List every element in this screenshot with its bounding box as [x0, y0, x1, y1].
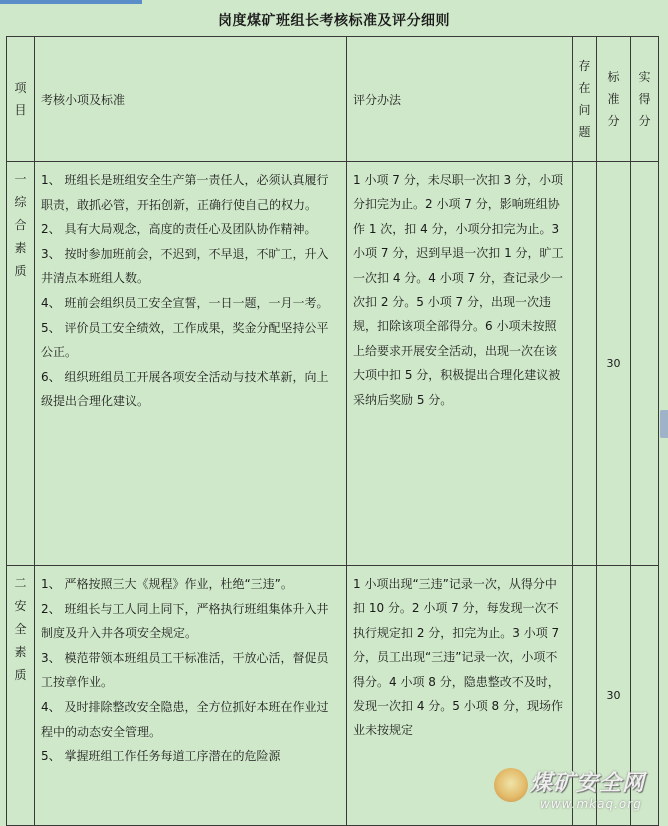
- row-issues-cell[interactable]: [573, 162, 597, 566]
- site-watermark: [494, 760, 668, 818]
- watermark-url: www.mkaq.org: [540, 797, 642, 811]
- row-actual-score-cell[interactable]: [631, 162, 659, 566]
- watermark-logo-icon: [494, 768, 528, 802]
- row-standard-score: 30: [597, 566, 631, 826]
- row-standard-score: 30: [597, 162, 631, 566]
- row-item-label: 二 安 全 素 质: [7, 566, 35, 826]
- document-title: 岗度煤矿班组长考核标准及评分细则: [218, 13, 450, 29]
- row-scoring-method: 1 小项 7 分，未尽职一次扣 3 分，小项分扣完为止。2 小项 7 分，影响班组协作 1 次，扣 4 分，小项分扣完为止。3 小项 7 分，迟到早退一次扣 1 分，旷工一次扣 4 分。4 小项 7 分，查记录少一次扣 2 分。5 小项 7 分，出现一次违规，扣除该项全部得分。6 小项未按照上给要求开展安全活动，出现一次在该大项中扣 5 分，积极提出合理化建议被采纳后奖励 5 分。: [347, 162, 573, 566]
- header-standard-score: 标 准 分: [597, 37, 631, 162]
- row-criteria: 1、 班组长是班组安全生产第一责任人，必须认真履行职责，敢抓必管，开拓创新，正确行使自己的权力。 2、 具有大局观念，高度的责任心及团队协作精神。 3、 按时参加班前会，不迟到，不早退，不旷工，升入井清点本班组人数。 4、 班前会组织员工安全宣誓，一日一题，一月一考。 5、 评价员工安全绩效，工作成果，奖金分配坚持公平公正。 6、 组织班组员工开展各项安全活动与技术革新，向上级提出合理化建议。: [35, 162, 347, 566]
- header-item: 项 目: [7, 37, 35, 162]
- top-bar: [0, 0, 668, 6]
- row-criteria: 1、 严格按照三大《规程》作业，杜绝“三违”。 2、 班组长与工人同上同下，严格执行班组集体升入井制度及升入井各项安全规定。 3、 模范带领本班组员工干标准活，干放心活，督促员工按章作业。 4、 及时排除整改安全隐患，全方位抓好本班在作业过程中的动态安全管理。 5、 掌握班组工作任务每道工序潜在的危险源: [35, 566, 347, 826]
- header-actual-score: 实 得 分: [631, 37, 659, 162]
- assessment-table: [6, 36, 659, 826]
- header-method: 评分办法: [347, 37, 573, 162]
- row-item-label: 一 综 合 素 质: [7, 162, 35, 566]
- header-criteria: 考核小项及标准: [35, 37, 347, 162]
- header-issues: 存 在 问 题: [573, 37, 597, 162]
- row-scoring-method: 1 小项出现“三违”记录一次，从得分中扣 10 分。2 小项 7 分，每发现一次不执行规定扣 2 分，扣完为止。3 小项 7 分，员工出现“三违”记录一次，小项不得分。4 小项 8 分，隐患整改不及时，发现一次扣 4 分。5 小项 8 分，现场作业未按规定: [347, 566, 573, 826]
- top-bar-accent: [0, 0, 142, 4]
- table-row: [7, 162, 659, 566]
- table-header-row: [7, 37, 659, 162]
- side-scroll-tab[interactable]: [660, 410, 668, 438]
- watermark-title: 煤矿安全网: [530, 770, 646, 796]
